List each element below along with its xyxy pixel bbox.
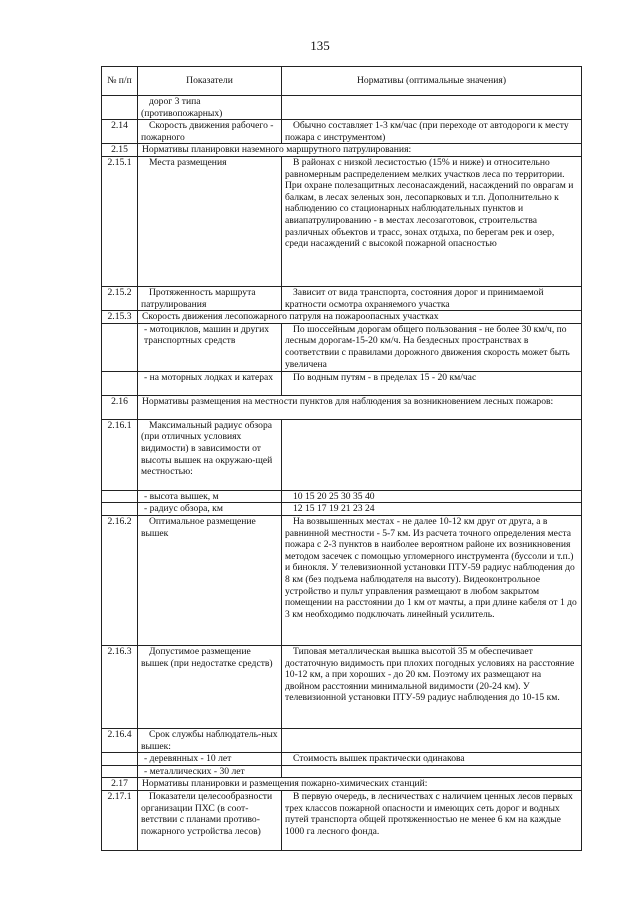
section-heading: Нормативы размещения на местности пунктов для наблюдения за возникновением лесных пожаров:: [138, 395, 582, 419]
norm-cell: Обычно составляет 1-3 км/час (при переходе от автодороги к месту пожара с инструментом): [282, 120, 582, 144]
table-row: [102, 371, 582, 395]
row-number: [102, 323, 138, 371]
table-header-row: [102, 67, 582, 96]
norm-cell: На возвышенных местах - не далее 10-12 км друг от друга, а в равнинной местности - 5-7 км. Из расчета точного определения места пожара с 2-3 пунктов в наиболее вероятном районе их возникновения методом засечек с помощью угломерного инструмента (буссоли и т.п.) и бинокля. У телевизионной установки ПТУ-59 радиус наблюдения до 8 км (без подъема наблюдателя на высоту). Видеоконтрольное устройство и пульт управления размещают в любом закрытом помещении на расстоянии до 1 км от мачты, а при длине кабеля от 1 до 3 км необходимо подключать линейный усилитель.: [282, 515, 582, 645]
row-number: [102, 753, 138, 766]
norm-cell: [282, 419, 582, 490]
norms-table: [101, 66, 582, 851]
row-number: 2.15.2: [102, 286, 138, 310]
row-number: 2.15: [102, 144, 138, 157]
row-number: 2.16.1: [102, 419, 138, 490]
row-number: [102, 490, 138, 503]
norm-cell: 10 15 20 25 30 35 40: [282, 490, 582, 503]
indicator-cell: Допустимое размещение вышек (при недостатке средств): [138, 645, 282, 728]
indicator-cell: - на моторных лодках и катерах: [138, 371, 282, 395]
section-heading: Нормативы планировки наземного маршрутного патрулирования:: [138, 144, 582, 157]
indicator-cell: - радиус обзора, км: [138, 503, 282, 516]
row-number: 2.14: [102, 120, 138, 144]
row-number: 2.17: [102, 778, 138, 791]
table-row: [102, 490, 582, 503]
table-row: [102, 144, 582, 157]
table-row: [102, 286, 582, 310]
table-row: [102, 96, 582, 120]
section-heading: Скорость движения лесопожарного патруля на пожароопасных участках: [138, 311, 582, 324]
norm-cell: [282, 96, 582, 120]
indicator-cell: - мотоциклов, машин и других транспортных средств: [138, 323, 282, 371]
table-row: [102, 419, 582, 490]
row-number: 2.17.1: [102, 790, 138, 850]
table-row: [102, 323, 582, 371]
row-number: 2.16: [102, 395, 138, 419]
norm-cell: Зависит от вида транспорта, состояния дорог и принимаемой кратности осмотра охраняемого участка: [282, 286, 582, 310]
table-row: [102, 515, 582, 645]
table-row: [102, 765, 582, 778]
norm-cell: [282, 765, 582, 778]
norm-cell: По водным путям - в пределах 15 - 20 км/час: [282, 371, 582, 395]
norm-cell: 12 15 17 19 21 23 24: [282, 503, 582, 516]
table-row: [102, 778, 582, 791]
table-row: [102, 753, 582, 766]
indicator-cell: Оптимальное размещение вышек: [138, 515, 282, 645]
row-number: 2.16.3: [102, 645, 138, 728]
page-number: 135: [310, 38, 330, 53]
table-row: [102, 503, 582, 516]
indicator-cell: Максимальный радиус обзора (при отличных условиях видимости) в зависимости от высоты вышек на окружаю-щей местностью:: [138, 419, 282, 490]
table-body: [102, 96, 582, 851]
table-row: [102, 395, 582, 419]
indicator-cell: Места размещения: [138, 156, 282, 286]
row-number: 2.15.1: [102, 156, 138, 286]
indicator-cell: - деревянных - 10 лет: [138, 753, 282, 766]
header-norms: Нормативы (оптимальные значения): [282, 67, 582, 96]
indicator-cell: Протяженность маршрута патрулирования: [138, 286, 282, 310]
row-number: 2.15.3: [102, 311, 138, 324]
row-number: [102, 371, 138, 395]
header-num: № п/п: [102, 67, 138, 96]
norm-cell: В первую очередь, в лесничествах с наличием ценных лесов первых трех классов пожарной опасности и имеющих сеть дорог и водных путей транспорта общей протяженностью не менее 6 км на каждые 1000 га лесного фонда.: [282, 790, 582, 850]
row-number: [102, 503, 138, 516]
indicator-cell: Показатели целесообразности организации ПХС (в соот-ветствии с планами противо-пожарного устройства лесов): [138, 790, 282, 850]
indicator-cell: - высота вышек, м: [138, 490, 282, 503]
table-row: [102, 728, 582, 752]
indicator-cell: Срок службы наблюдатель-ных вышек:: [138, 728, 282, 752]
table-row: [102, 120, 582, 144]
row-number: 2.16.4: [102, 728, 138, 752]
indicator-cell: Скорость движения рабочего - пожарного: [138, 120, 282, 144]
norm-cell: [282, 728, 582, 752]
row-number: [102, 96, 138, 120]
norm-cell: По шоссейным дорогам общего пользования - не более 30 км/ч, по лесным дорогам-15-20 км/ч. На бездесных пространствах в соответствии с правилами дорожного движения скорость может быть увеличена: [282, 323, 582, 371]
indicator-cell: - металлических - 30 лет: [138, 765, 282, 778]
row-number: [102, 765, 138, 778]
section-heading: Нормативы планировки и размещения пожарно-химических станций:: [138, 778, 582, 791]
table-row: [102, 156, 582, 286]
table-row: [102, 311, 582, 324]
indicator-cell: дорог 3 типа (противопожарных): [138, 96, 282, 120]
table-row: [102, 645, 582, 728]
norm-cell: Стоимость вышек практически одинакова: [282, 753, 582, 766]
norm-cell: В районах с низкой лесистостью (15% и ниже) и относительно равномерным распределением мелких участков леса по территории. При охране полезащитных лесонасаждений, насаждений по оврагам и балкам, в лесах зеленых зон, лесопарковых и т.п. Дополнительно к наблюдению со стационарных наблюдательных пунктов и авиапатрулированию - в местах лесозаготовок, строительства различных объектов и трасс, зонах отдыха, по берегам рек и озер, среди насаждений с высокой пожарной опасностью: [282, 156, 582, 286]
header-indicators: Показатели: [138, 67, 282, 96]
table-row: [102, 790, 582, 850]
row-number: 2.16.2: [102, 515, 138, 645]
norm-cell: Типовая металлическая вышка высотой 35 м обеспечивает достаточную видимость при плохих погодных условиях на расстояние 10-12 км, а при хороших - до 20 км. Поэтому их размещают на двойном расстоянии минимальной видимости (20-24 км). У телевизионной установки ПТУ-59 радиус наблюдения до 10-15 км.: [282, 645, 582, 728]
